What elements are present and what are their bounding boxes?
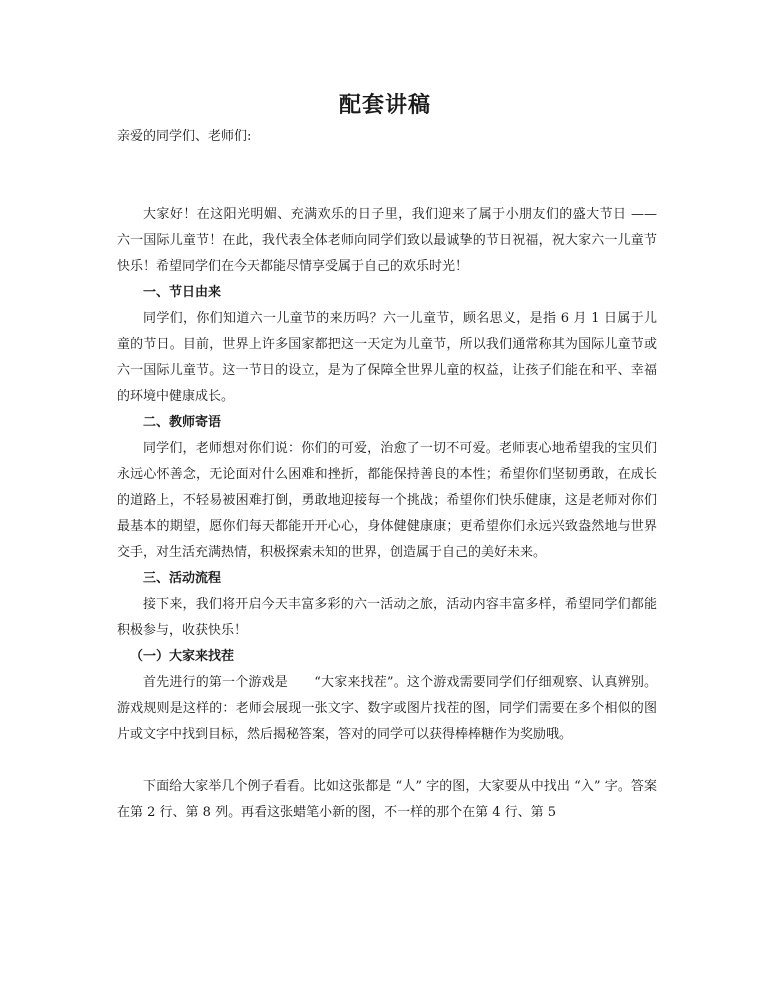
paragraph-spacer (117, 176, 657, 202)
section-body-activity-flow: 接下来，我们将开启今天丰富多彩的六一活动之旅，活动内容丰富多样，希望同学们都能积极参与，收获快乐！ (117, 597, 657, 638)
section-heading-activity-flow: 三、活动流程 (143, 571, 222, 586)
section-body-teacher-message: 同学们，老师想对你们说：你们的可爱，治愈了一切不可爱。老师衷心地希望我的宝贝们永远心怀善念，无论面对什么困难和挫折，都能保持善良的本性；希望你们坚韧勇敢，在成长的道路上，不轻易被困难打倒，勇敢地迎接每一个挑战；希望你们快乐健康，这是老师对你们最基本的期望，愿你们每天都能开开心心，身体健健康康；更希望你们永远兴致盎然地与世界交手，对生活充满热情，积极探索未知的世界，创造属于自己的美好未来。 (117, 441, 657, 560)
section-body-origin: 同学们，你们知道六一儿童节的来历吗？六一儿童节，顾名思义，是指 6 月 1 日属于儿童的节日。目前，世界上许多国家都把这一天定为儿童节，所以我们通常称其为国际儿童节或六一国际儿童节。这一节日的设立，是为了保障全世界儿童的权益，让孩子们能在和平、幸福的环境中健康成长。 (117, 311, 657, 404)
subsection-body-spot-difference: 首先进行的第一个游戏是 “大家来找茬”。这个游戏需要同学们仔细观察、认真辨别。游戏规则是这样的：老师会展现一张文字、数字或图片找茬的图，同学们需要在多个相似的图片或文字中找到目标，然后揭秘答案，答对的同学可以获得棒棒糖作为奖励哦。 (117, 675, 657, 742)
greeting-line: 亲爱的同学们、老师们: (117, 129, 252, 144)
paragraph-spacer (117, 748, 657, 774)
intro-paragraph: 大家好！在这阳光明媚、充满欢乐的日子里，我们迎来了属于小朋友们的盛大节日 —— 六一国际儿童节！在此，我代表全体老师向同学们致以最诚挚的节日祝福，祝大家六一儿童节快乐！希望同学们在今天都能尽情享受属于自己的欢乐时光！ (117, 207, 657, 274)
section-heading-origin: 一、节日由来 (143, 285, 222, 300)
document-title: 配套讲稿 (338, 92, 431, 118)
example-paragraph: 下面给大家举几个例子看看。比如这张都是 “人” 字的图，大家要从中找出 “入” 字。答案在第 2 行、第 8 列。再看这张蜡笔小新的图，不一样的那个在第 4 行、第 5 (117, 779, 657, 820)
document-body (117, 124, 657, 826)
section-heading-teacher-message: 二、教师寄语 (143, 415, 222, 430)
subsection-heading-spot-difference: （一）大家来找茬 (130, 649, 235, 664)
